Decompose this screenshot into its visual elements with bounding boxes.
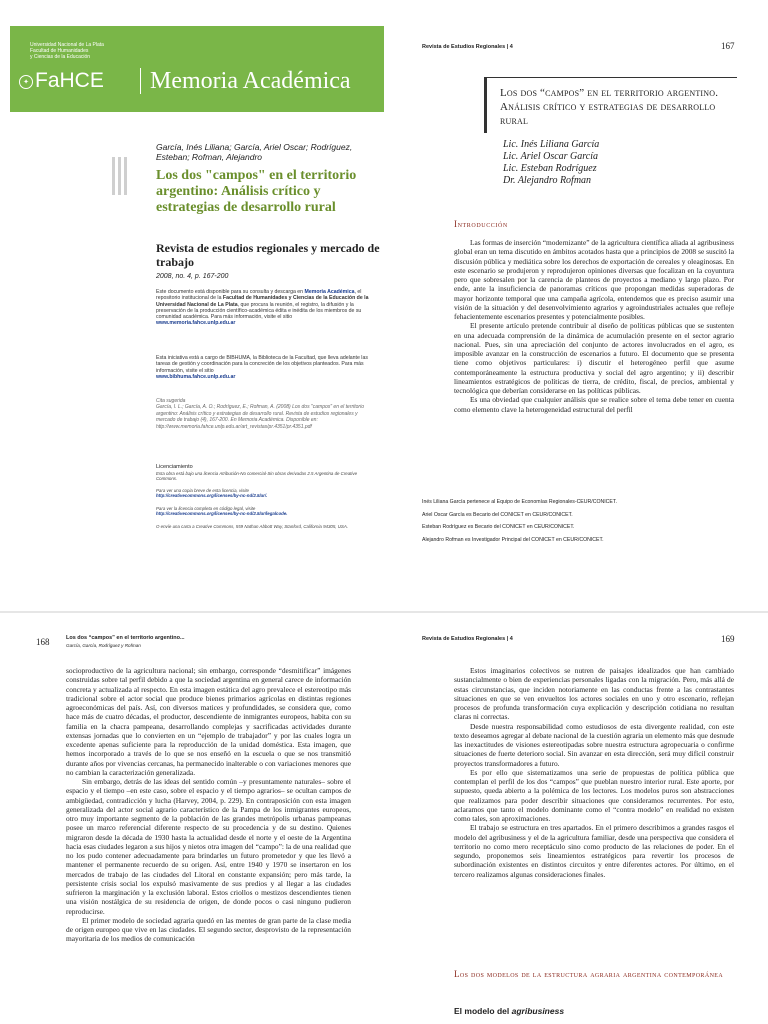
memoria-url-link[interactable]: www.memoria.fahce.unlp.edu.ar — [156, 320, 236, 327]
page-169 — [384, 613, 768, 1024]
university-seal-icon: ✦ — [19, 75, 33, 89]
licence-heading: Licenciamiento — [156, 464, 193, 470]
paragraph: Es por ello que sistematizamos una serie de propuestas de política pública que contemplan el perfil de los dos “campos” que pueblan nuestro interior rural. Este aporte, por supuesto, queda abierto a la polémica de los lectores. Los modelos puros son abstracciones que realizamos para poder describir situaciones que consideramos recurrentes. Por esto, aclaramos que tanto el modelo dominante como el “contra modelo” en realidad no existen como tales, son aproximaciones. — [454, 767, 734, 823]
licence-short: Para ver una copia breve de esta licencia, visite http://creativecommons.org/licenses/by-nc-nd/2.5/ar/. — [156, 488, 268, 499]
running-head: Los dos “campos” en el territorio argentino... — [66, 635, 185, 641]
licence-address: O envíe una carta a Creative Commons, 559 Nathan Abbott Way, Stanford, California 94305, USA. — [156, 524, 348, 529]
banner-divider — [140, 68, 141, 94]
article-body — [454, 666, 734, 879]
running-head: Revista de Estudios Regionales | 4 — [422, 44, 513, 50]
page-168 — [0, 613, 384, 1024]
paragraph: Desde nuestra responsabilidad como estudiosos de esta divergente realidad, con este texto deseamos agregar al debate nacional de la cuestión agraria un elemento más que desnude las inexactitudes de visiones estereotipadas sobre nuestra estructura agropecuaria o confirme situaciones de fuerte deterioro social. Sin avanzar en esta dirección, será muy difícil construir proyectos transformadores a futuro. — [454, 721, 734, 768]
page-number: 169 — [721, 634, 735, 644]
licence-full: Para ver la licencia completa en código legal, visite http://creativecommons.org/licenses/by-nc-nd/2.5/ar/legalcode. — [156, 506, 288, 517]
bibhuma-note: Esta iniciativa está a cargo de BIBHUMA, la Biblioteca de la Facultad, que lleva adelante las tareas de gestión y coordinación para la concreción de los objetivos planteados. Para más información, visite el sitio www.bibhuma.fahce.unlp.edu.ar — [156, 355, 368, 380]
running-authors: García, García, Rodríguez y Rofman — [66, 643, 141, 648]
paragraph: Estos imaginarios colectivos se nutren de paisajes idealizados que han cambiado sustancialmente o bien de experiencias personales ligadas con la migración. Pero, más allá de estas circunstancias, que inciden notoriamente en las conductas frente a las contrastantes situaciones en que se ven envueltos los actores sociales en uno y otro escenario, reflejan procesos de profunda transformación cuya explicación y descripción cotidiana no resultan claras ni correctas. — [454, 666, 734, 722]
bibhuma-logo-icon — [112, 157, 130, 197]
cover-authors: García, Inés Liliana; García, Ariel Oscar; Rodríguez, Esteban; Rofman, Alejandro — [156, 142, 353, 162]
page-167 — [384, 0, 768, 611]
article-body — [454, 238, 734, 414]
article-body — [66, 666, 351, 944]
licence-short-link[interactable]: http://creativecommons.org/licenses/by-nc-nd/2.5/ar/. — [156, 493, 268, 499]
paragraph: El presente artículo pretende contribuir al diseño de políticas públicas que se sustenten en una adecuada comprensión de la dinámica de acumulación presente en el sector agrario nacional. Pues, sin una apreciación del conjunto de actores involucrados en el agro, es imposible avanzar en la construcción de escenarios a futuro. El documento que se presenta tiene como objetivos particulares: i) discutir el heterogéneo perfil que asume contemporáneamente la estructura productiva y social del agro argentino; y ii) describir lineamientos estratégicos de políticas de tierra, de crédito, fiscal, de precios, ambiental y tecnológica que deberían considerarse en las políticas públicas. — [454, 321, 734, 395]
section-heading: Los dos modelos de la estructura agraria argentina contemporánea — [454, 969, 724, 979]
section-heading: Introducción — [454, 219, 508, 229]
running-head: Revista de Estudios Regionales | 4 — [422, 636, 513, 642]
article-authors: Lic. Inés Liliana García Lic. Ariel Oscar García Lic. Esteban Rodríguez Dr. Alejandro Rofman — [503, 139, 600, 186]
paragraph: Las formas de inserción “modernizante” de la agricultura científica aliada al agribusiness global eran un tema discutido en ámbitos acotados hasta que a principios de 2008 se suscitó la discusión pública y mediática sobre los derechos de exportación de cereales y oleaginosas. En este escenario se produjeron y reprodujeron opiniones diversas que focalizan en la coyuntura pero que sobresalen por la carencia de planteos de proyectos a mediano y largo plazo. Por ende, ante la insuficiencia de panoramas críticos que propongan medidas superadoras de mayor horizonte temporal que una campaña agrícola, entendemos que es preciso asumir una visión de la situación y del desenvolvimiento agrarios y agroindustriales actuales que refleje fehacientemente escenarios presentes y potencialmente posibles. — [454, 238, 734, 321]
journal-title: Revista de estudios regionales y mercado de trabajo — [156, 241, 380, 269]
citation-block: Cita sugerida García, I. L.; García, A. O.; Rodríguez, E.; Rofman, A. (2008) Los dos "campos" en el territorio argentino: Análisis crítico y estrategias de desarrollo rural. Revista de estudios regionales y mercado de trabajo (4), 167-200. En Memoria Académica. Disponible en: http://www.memoria.fahce.unlp.edu.ar/art_revistas/pr.4351/pr.4351.pdf — [156, 398, 364, 430]
paragraph: socioproductivo de la agricultura nacional; sin embargo, corresponde “desmitificar” imágenes construidas sobre tal perfil debido a que la sociedad argentina en general carece de información concreta y actualizada al respecto. En esta imagen estática del agro prevalece el estereotipo más tradicional sobre el actor social que produce bienes primarios agrícolas en distintas regiones agroeconómicas del país. Así, con diversos matices y profundidades, se considera que, como hace más de cuatro décadas, el productor, descendiente de inmigrantes europeos, habita con su familia en la chacra pampeana, desarrollando complejas y sacrificadas actividades durante extensas jornadas que lo convierten en un “ejemplo de trabajador” y por las cuales logra un excedente apenas suficiente para la reproducción de la unidad doméstica. Esta imagen, que hemos incorporado a través de lo que se nos enseñó en la escuela o que se nos transmitió durante años por vivencias cercanas, ha permanecido inalterable o con variaciones menores que no cambian la caracterización generalizada. — [66, 666, 351, 777]
licence-full-link[interactable]: http://creativecommons.org/licenses/by-nc-nd/2.5/ar/legalcode. — [156, 511, 288, 517]
paragraph: Sin embargo, detrás de las ideas del sentido común –y presuntamente naturales– sobre el espacio y el tiempo –en este caso, sobre el espacio y el tiempo agrarios– se ocultan campos de ambigüedad, contradicción y lucha (Harvey, 2004, p. 229). En contraposición con esta imagen generalizada del actor social agrario característico de la Pampa de los inmigrantes europeos, otro muy importante segmento de la población de las grandes metrópolis urbanas pampeanas posee un marco referencial diferente respecto de su procedencia y de su destino. Quienes migraron desde la década de 1930 hasta la actualidad desde el norte y el oeste de la Argentina hacia esas ciudades legaron a sus hijos y nietos otra imagen del “campo”: la de una realidad que no los pudo contener adecuadamente para brindarles un futuro prometedor y que les llevó a mantener el permanente recuerdo de su origen. Así, entre 1940 y 1970 se insertaron en los mercados de trabajo de las ciudades del Litoral en constante expansión; pero más tarde, la persistente crisis social los expulsó masivamente de sus predios y al llegar a las ciudades sufrieron la marginación y la exclusión laboral. Estos criollos o mestizos descendientes tienen una visión nostálgica de su residencia de origen, de donde pocos o casi ninguno pudieron reproducirse. — [66, 777, 351, 916]
cover-page — [0, 0, 384, 611]
author-footnotes: Inés Liliana García pertenece al Equipo de Economías Regionales-CEUR/CONICET. Ariel Oscar García es Becario del CONICET en CEUR/CONICET. Esteban Rodríguez es Becario del CONICET en CEUR/CONICET. Alejandro Rofman es Investigador Principal del CONICET en CEUR/CONICET. — [422, 499, 617, 543]
bibhuma-url-link[interactable]: www.bibhuma.fahce.unlp.edu.ar — [156, 373, 236, 380]
paragraph: El trabajo se estructura en tres apartados. En el primero describimos a grandes rasgos el modelo del agribusiness y el de la agricultura familiar, desde una perspectiva que considera el territorio no como mero receptáculo sino como producto de las relaciones de poder. En el segundo, proponemos seis lineamientos estratégicos para revertir los procesos de subordinación existentes en distintos circuitos y entre diferentes actores. Por último, en el tercero realizamos algunas consideraciones finales. — [454, 823, 734, 879]
subsection-heading: El modelo del agribusiness — [454, 1006, 565, 1016]
page-number: 168 — [36, 637, 50, 647]
page-number: 167 — [721, 41, 735, 51]
licence-text: Esta obra está bajo una licencia Atribución-No comercial-Sin obras derivadas 2.5 Argentina de Creative Commons. — [156, 471, 358, 482]
journal-volume: 2008, no. 4, p. 167-200 — [156, 273, 229, 280]
repository-name: Memoria Académica — [150, 68, 351, 94]
institution-name: Universidad Nacional de La Plata Facultad de Humanidades y Ciencias de la Educación — [30, 42, 104, 60]
paragraph: Es una obviedad que cualquier análisis que se realice sobre el tema debe tener en cuenta como elemento clave la heterogeneidad estructural del perfil — [454, 395, 734, 414]
cover-title: Los dos "campos" en el territorio argentino: Análisis crítico y estrategias de desarrollo rural — [156, 168, 357, 215]
paragraph: El primer modelo de sociedad agraria quedó en las mentes de gran parte de la clase media de origen europeo que vive en las ciudades. El segundo sector, desprovisto de la representación mayoritaria de los medios de comunicación — [66, 915, 351, 944]
memoria-link[interactable]: Memoria Académica — [304, 289, 355, 295]
availability-note: Este documento está disponible para su consulta y descarga en Memoria Académica, el repositorio institucional de la Facultad de Humanidades y Ciencias de la Educación de la Universidad Nacional de La Plata, que procura la reunión, el registro, la difusión y la preservación de la producción científico-académica édita e inédita de los miembros de su comunidad académica. Para más información, visite el sitio www.memoria.fahce.unlp.edu.ar — [156, 289, 369, 327]
fahce-logo: FaHCE — [35, 69, 104, 92]
article-title: Los dos “campos” en el territorio argentino. Análisis crítico y estrategias de desarrollo rural — [500, 87, 719, 127]
